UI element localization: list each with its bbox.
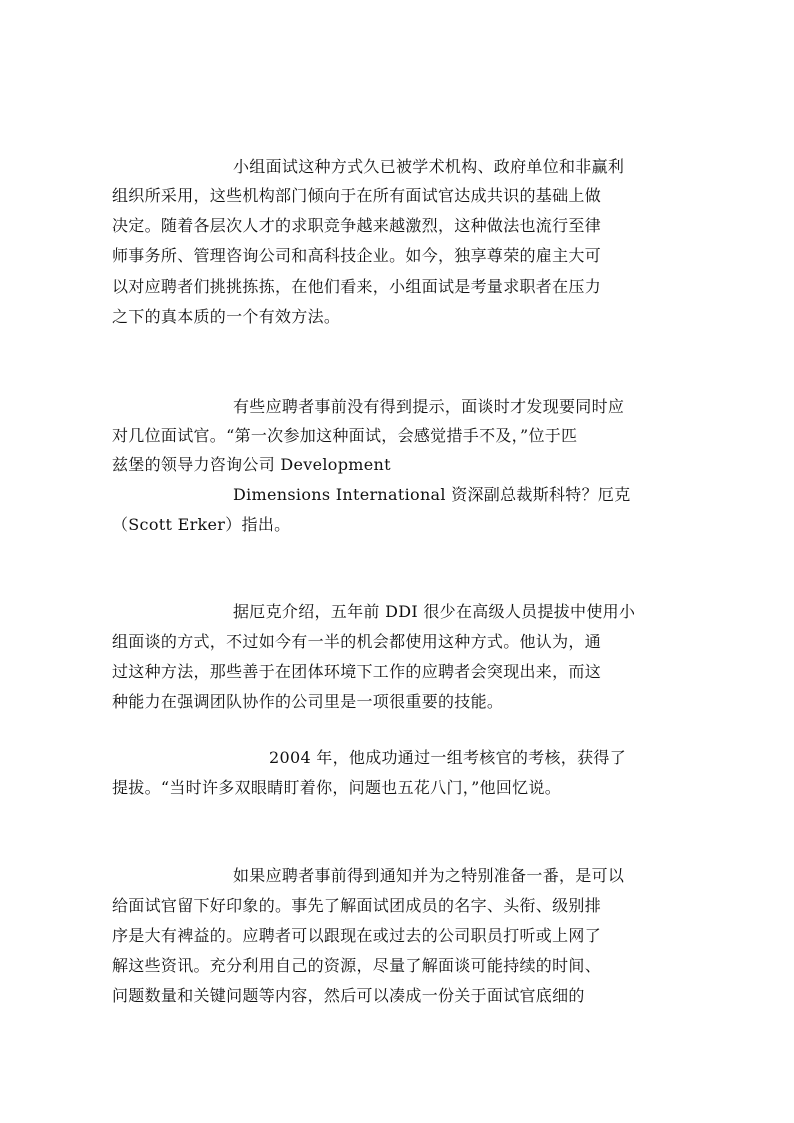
p1-line-1: 小组面试这种方式久已被学术机构、政府单位和非赢利 <box>233 157 625 176</box>
p3-line-3: 过这种方法，那些善于在团体环境下工作的应聘者会突现出来，而这 <box>112 662 602 681</box>
p2-line-1: 有些应聘者事前没有得到提示，面谈时才发现要同时应 <box>233 397 625 416</box>
p5-line-5: 问题数量和关键问题等内容，然后可以凑成一份关于面试官底细的 <box>112 986 585 1005</box>
p2-line-4: Dimensions International 资深副总裁斯科特？厄克 <box>233 485 631 504</box>
p5-line-3: 序是大有裨益的。应聘者可以跟现在或过去的公司职员打听或上网了 <box>112 926 602 945</box>
p1-line-4: 师事务所、管理咨询公司和高科技企业。如今，独享尊荣的雇主大可 <box>112 246 602 265</box>
p4-line-2: 提拔。“当时许多双眼睛盯着你，问题也五花八门，”他回忆说。 <box>112 778 562 797</box>
p1-line-3: 决定。随着各层次人才的求职竞争越来越激烈，这种做法也流行至律 <box>112 216 602 235</box>
p3-line-1: 据厄克介绍，五年前 DDI 很少在高级人员提拔中使用小 <box>233 602 636 621</box>
p1-line-2: 组织所采用，这些机构部门倾向于在所有面试官达成共识的基础上做 <box>112 186 602 205</box>
p5-line-4: 解这些资讯。充分利用自己的资源，尽量了解面谈可能持续的时间、 <box>112 956 602 975</box>
p2-line-2: 对几位面试官。“第一次参加这种面试，会感觉措手不及，”位于匹 <box>112 426 578 445</box>
p5-line-1: 如果应聘者事前得到通知并为之特别准备一番，是可以 <box>233 866 625 885</box>
p3-line-2: 组面谈的方式，不过如今有一半的机会都使用这种方式。他认为，通 <box>112 632 602 651</box>
p1-line-5: 以对应聘者们挑挑拣拣，在他们看来，小组面试是考量求职者在压力 <box>112 277 602 296</box>
p4-line-1: 2004 年，他成功通过一组考核官的考核，获得了 <box>269 748 627 767</box>
p2-line-3: 兹堡的领导力咨询公司 Development <box>112 455 391 474</box>
p2-line-5: （Scott Erker）指出。 <box>112 515 291 534</box>
p1-line-6: 之下的真本质的一个有效方法。 <box>112 307 341 326</box>
p5-line-2: 给面试官留下好印象的。事先了解面试团成员的名字、头衔、级别排 <box>112 896 602 915</box>
p3-line-4: 种能力在强调团队协作的公司里是一项很重要的技能。 <box>112 692 504 711</box>
